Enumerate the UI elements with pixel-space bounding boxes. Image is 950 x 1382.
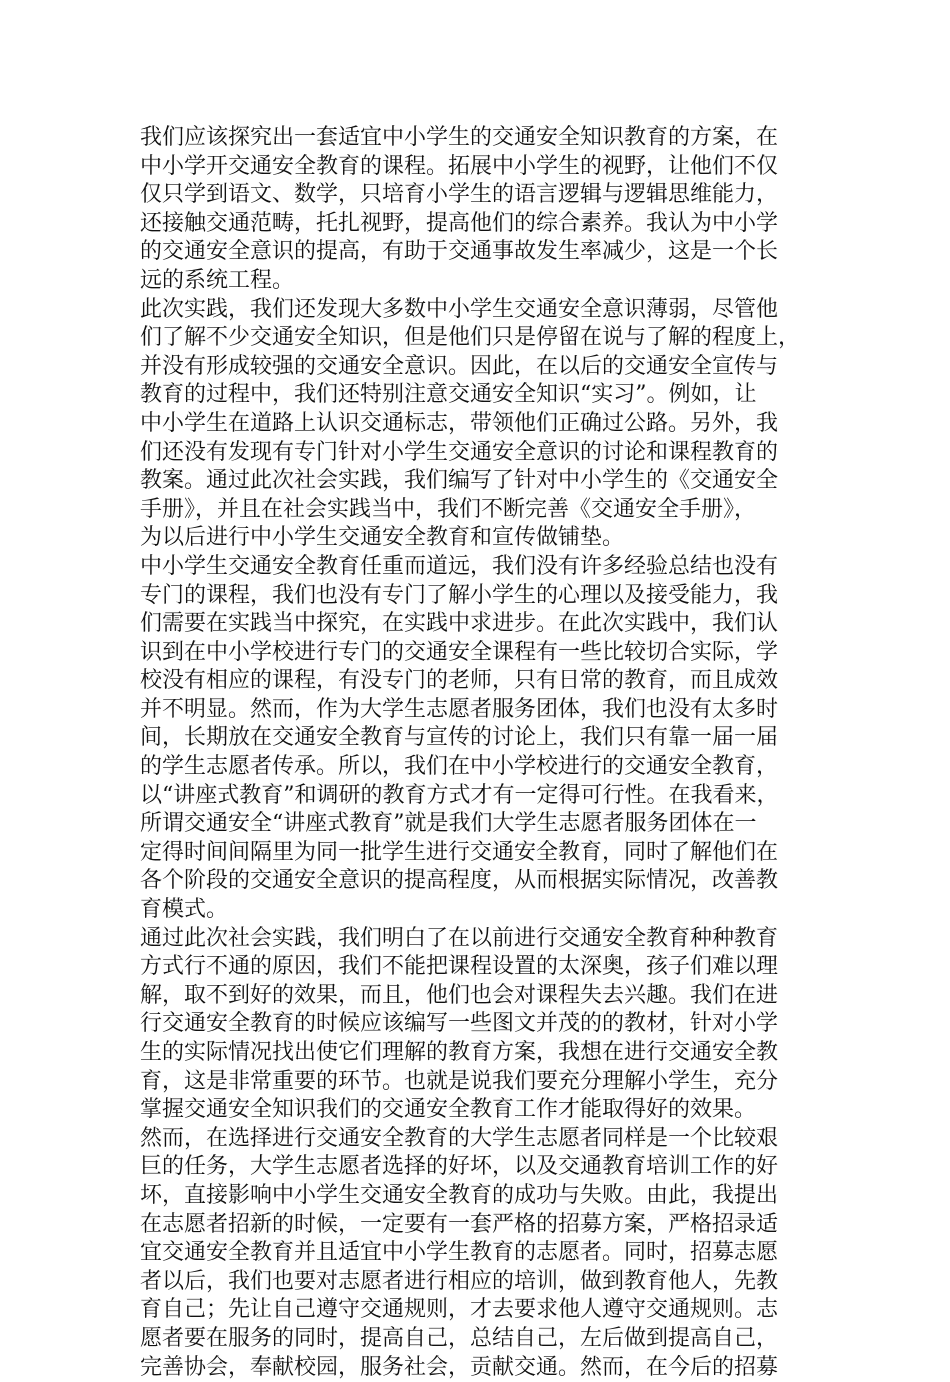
text-line: 中小学开交通安全教育的课程。拓展中小学生的视野，让他们不仅 [140,153,779,179]
text-line: 此次实践，我们还发现大多数中小学生交通安全意识薄弱，尽管他 [140,296,779,322]
text-line: 通过此次社会实践，我们明白了在以前进行交通安全教育种种教育 [140,925,779,951]
text-line: 教育的过程中，我们还特别注意交通安全知识“实习”。例如，让 [140,382,757,408]
text-line: 校没有相应的课程，有没专门的老师，只有日常的教育，而且成效 [140,668,779,694]
text-line: 定得时间间隔里为同一批学生进行交通安全教育，同时了解他们在 [140,839,779,865]
text-line: 教案。通过此次社会实践，我们编写了针对中小学生的《交通安全 [140,468,779,494]
text-line: 远的系统工程。 [140,267,295,293]
text-line: 为以后进行中小学生交通安全教育和宣传做铺垫。 [140,525,625,551]
text-line: 完善协会，奉献校园，服务社会，贡献交通。然而，在今后的招募 [140,1354,779,1380]
text-line: 以“讲座式教育”和调研的教育方式才有一定得可行性。在我看来， [140,782,779,808]
text-line: 掌握交通安全知识我们的交通安全教育工作才能取得好的效果。 [140,1097,757,1123]
text-line: 中小学生交通安全教育任重而道远，我们没有许多经验总结也没有 [140,553,779,579]
text-line: 愿者要在服务的同时，提高自己，总结自己，左后做到提高自己， [140,1325,779,1351]
text-line: 的学生志愿者传承。所以，我们在中小学校进行的交通安全教育， [140,754,779,780]
text-line: 识到在中小学校进行专门的交通安全课程有一些比较切合实际，学 [140,639,779,665]
text-line: 们还没有发现有专门针对小学生交通安全意识的讨论和课程教育的 [140,439,779,465]
text-line: 者以后，我们也要对志愿者进行相应的培训，做到教育他人，先教 [140,1268,779,1294]
text-line: 还接触交通范畴，托扎视野，提高他们的综合素养。我认为中小学 [140,210,779,236]
body-text [140,124,805,1382]
text-line: 们了解不少交通安全知识，但是他们只是停留在说与了解的程度上， [140,325,801,351]
text-line: 所谓交通安全“讲座式教育”就是我们大学生志愿者服务团体在一 [140,811,757,837]
text-line: 育，这是非常重要的环节。也就是说我们要充分理解小学生，充分 [140,1068,779,1094]
text-line: 行交通安全教育的时候应该编写一些图文并茂的的教材，针对小学 [140,1011,779,1037]
text-line: 仅只学到语文、数学，只培育小学生的语言逻辑与逻辑思维能力， [140,182,779,208]
text-line: 并没有形成较强的交通安全意识。因此，在以后的交通安全宣传与 [140,353,779,379]
text-line: 的交通安全意识的提高，有助于交通事故发生率减少，这是一个长 [140,239,779,265]
text-line: 然而，在选择进行交通安全教育的大学生志愿者同样是一个比较艰 [140,1125,779,1151]
text-line: 巨的任务，大学生志愿者选择的好坏，以及交通教育培训工作的好 [140,1154,779,1180]
text-line: 中小学生在道路上认识交通标志，带领他们正确过公路。另外，我 [140,410,779,436]
text-line: 育自己；先让自己遵守交通规则，才去要求他人遵守交通规则。志 [140,1297,779,1323]
text-line: 们需要在实践当中探究，在实践中求进步。在此次实践中，我们认 [140,611,779,637]
text-line: 育模式。 [140,897,229,923]
text-line: 在志愿者招新的时候，一定要有一套严格的招募方案，严格招录适 [140,1211,779,1237]
text-line: 专门的课程，我们也没有专门了解小学生的心理以及接受能力，我 [140,582,779,608]
text-line: 宜交通安全教育并且适宜中小学生教育的志愿者。同时，招募志愿 [140,1240,779,1266]
text-line: 坏，直接影响中小学生交通安全教育的成功与失败。由此，我提出 [140,1182,779,1208]
text-line: 我们应该探究出一套适宜中小学生的交通安全知识教育的方案，在 [140,125,779,150]
text-line: 手册》，并且在社会实践当中，我们不断完善《交通安全手册》， [140,496,757,522]
text-line: 生的实际情况找出使它们理解的教育方案，我想在进行交通安全教 [140,1040,779,1065]
text-line: 方式行不通的原因，我们不能把课程设置的太深奥，孩子们难以理 [140,954,779,980]
text-line: 间，长期放在交通安全教育与宣传的讨论上，我们只有靠一届一届 [140,725,779,751]
text-line: 各个阶段的交通安全意识的提高程度，从而根据实际情况，改善教 [140,868,779,894]
text-line: 并不明显。然而，作为大学生志愿者服务团体，我们也没有太多时 [140,696,779,722]
text-line: 解，取不到好的效果，而且，他们也会对课程失去兴趣。我们在进 [140,982,779,1008]
